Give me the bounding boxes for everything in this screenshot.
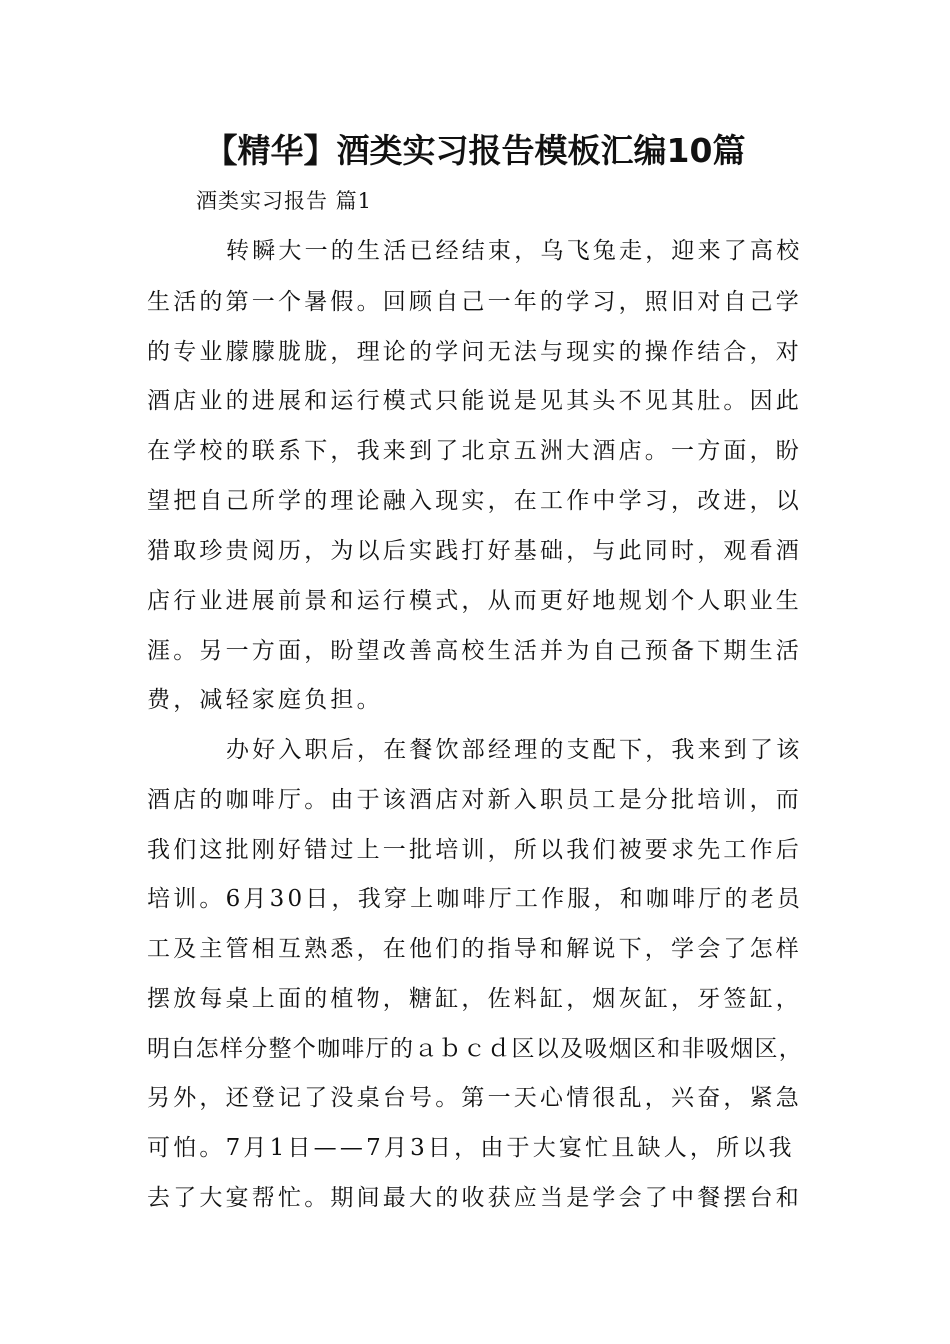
paragraph-line: 酒店的咖啡厅。由于该酒店对新入职员工是分批培训，而 — [147, 787, 802, 813]
paragraph-line: 店行业进展前景和运行模式，从而更好地规划个人职业生 — [147, 588, 802, 614]
paragraph-line: 转瞬大一的生活已经结束，乌飞兔走，迎来了高校 — [226, 238, 803, 264]
paragraph-line: 另外，还登记了没桌台号。第一天心情很乱，兴奋，紧急 — [147, 1085, 802, 1111]
paragraph-line: 在学校的联系下，我来到了北京五洲大酒店。一方面，盼 — [147, 438, 802, 464]
paragraph-line: 可怕。7月1日——7月3日，由于大宴忙且缺人，所以我 — [147, 1135, 795, 1161]
paragraph-line: 办好入职后，在餐饮部经理的支配下，我来到了该 — [226, 737, 803, 763]
paragraph-line: 的专业朦朦胧胧，理论的学问无法与现实的操作结合，对 — [147, 339, 802, 365]
paragraph-line: 生活的第一个暑假。回顾自己一年的学习，照旧对自己学 — [147, 289, 802, 315]
paragraph-line: 培训。6月30日，我穿上咖啡厅工作服，和咖啡厅的老员 — [147, 886, 804, 912]
section-title: 酒类实习报告 篇1 — [196, 189, 373, 213]
paragraph-line: 去了大宴帮忙。期间最大的收获应当是学会了中餐摆台和 — [147, 1185, 802, 1211]
paragraph-line: 涯。另一方面，盼望改善高校生活并为自己预备下期生活 — [147, 638, 802, 664]
paragraph-line: 酒店业的进展和运行模式只能说是见其头不见其肚。因此 — [147, 388, 802, 414]
paragraph-line: 望把自己所学的理论融入现实，在工作中学习，改进，以 — [147, 488, 802, 514]
paragraph-line: 明白怎样分整个咖啡厅的ａｂｃｄ区以及吸烟区和非吸烟区， — [147, 1036, 804, 1062]
paragraph-line: 工及主管相互熟悉，在他们的指导和解说下，学会了怎样 — [147, 936, 802, 962]
paragraph-line: 我们这批刚好错过上一批培训，所以我们被要求先工作后 — [147, 837, 802, 863]
paragraph-line: 摆放每桌上面的植物，糖缸，佐料缸，烟灰缸，牙签缸， — [147, 986, 802, 1012]
paragraph-line: 猎取珍贵阅历，为以后实践打好基础，与此同时，观看酒 — [147, 538, 802, 564]
paragraph-line: 费，减轻家庭负担。 — [147, 687, 383, 713]
document-title: 【精华】酒类实习报告模板汇编10篇 — [204, 131, 746, 170]
